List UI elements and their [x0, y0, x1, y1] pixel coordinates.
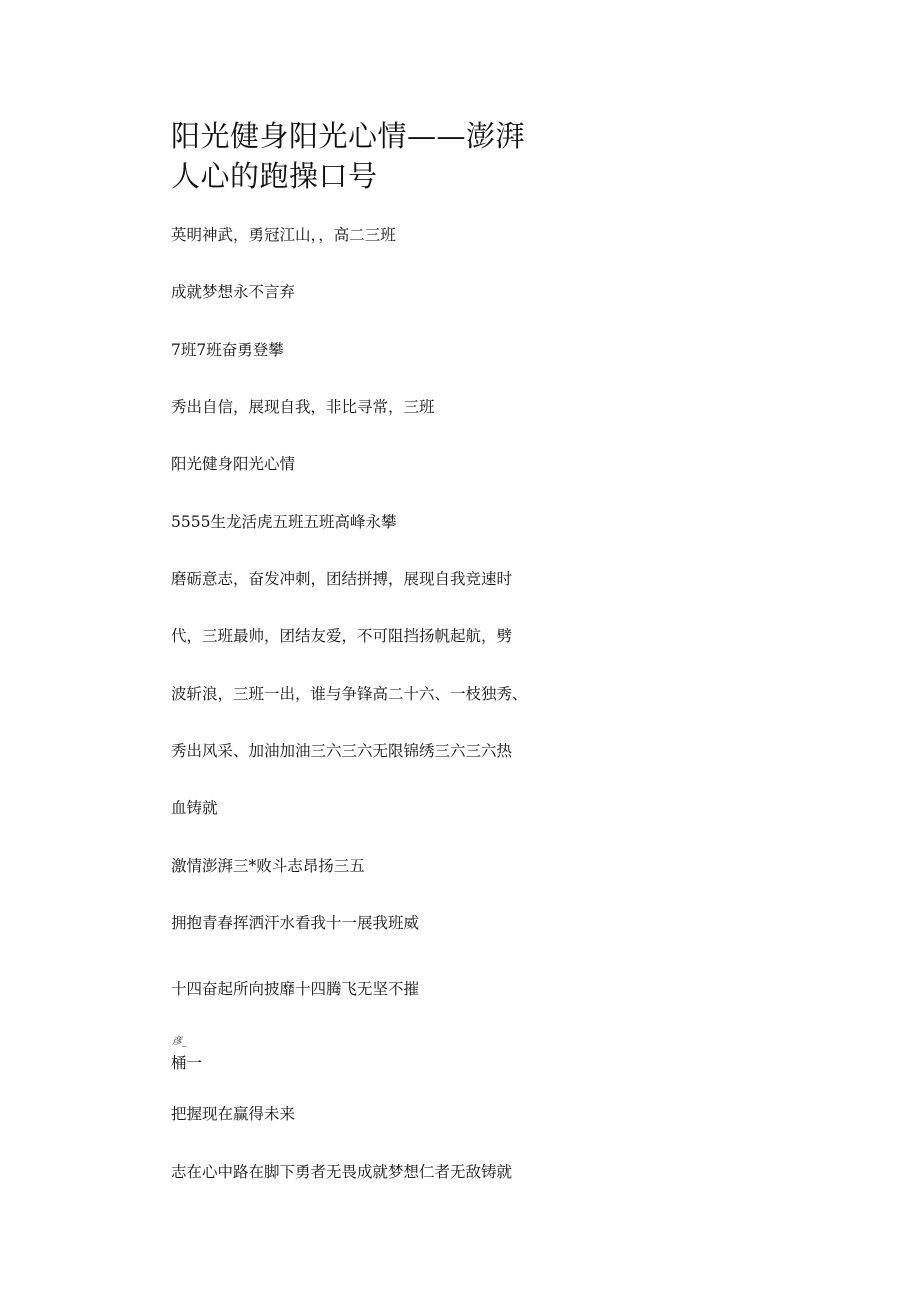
- text-line: 磨砺意志，奋发冲刺，团结拼搏，展现自我竞速时: [171, 570, 513, 588]
- text-line: 英明神武，勇冠江山，，高二三班: [171, 226, 396, 244]
- text-line: 激情澎湃三*败斗志昂扬三五: [171, 857, 365, 875]
- text-line: 秀出风采、加油加油三六三六无限锦绣三六三六热: [171, 742, 513, 760]
- text-line: 血铸就: [171, 799, 218, 817]
- small-annotation: 彦_: [172, 1036, 187, 1047]
- text-line: 志在心中路在脚下勇者无畏成就梦想仁者无敌铸就: [171, 1163, 513, 1181]
- title-line-2: 人心的跑操口号: [171, 159, 378, 193]
- text-line: 成就梦想永不言弃: [171, 283, 296, 301]
- text-line: 桶一: [171, 1054, 203, 1072]
- text-line: 把握现在赢得未来: [171, 1105, 296, 1123]
- text-line: 代，三班最帅，团结友爱，不可阻挡扬帆起航，劈: [171, 627, 513, 645]
- title-line-1: 阳光健身阳光心情——澎湃: [171, 119, 526, 153]
- text-line: 7班7班奋勇登攀: [171, 341, 284, 359]
- text-line: 拥抱青春挥洒汗水看我十一展我班威: [171, 914, 420, 932]
- text-line: 5555生龙活虎五班五班高峰永攀: [171, 513, 397, 531]
- document-title: [171, 116, 591, 196]
- text-line: 波斩浪，三班一出，谁与争锋高二十六、一枝独秀、: [171, 685, 528, 703]
- text-line: 阳光健身阳光心情: [171, 455, 296, 473]
- text-line: 十四奋起所向披靡十四腾飞无坚不摧: [171, 980, 420, 998]
- text-line: 秀出自信，展现自我，非比寻常，三班: [171, 398, 435, 416]
